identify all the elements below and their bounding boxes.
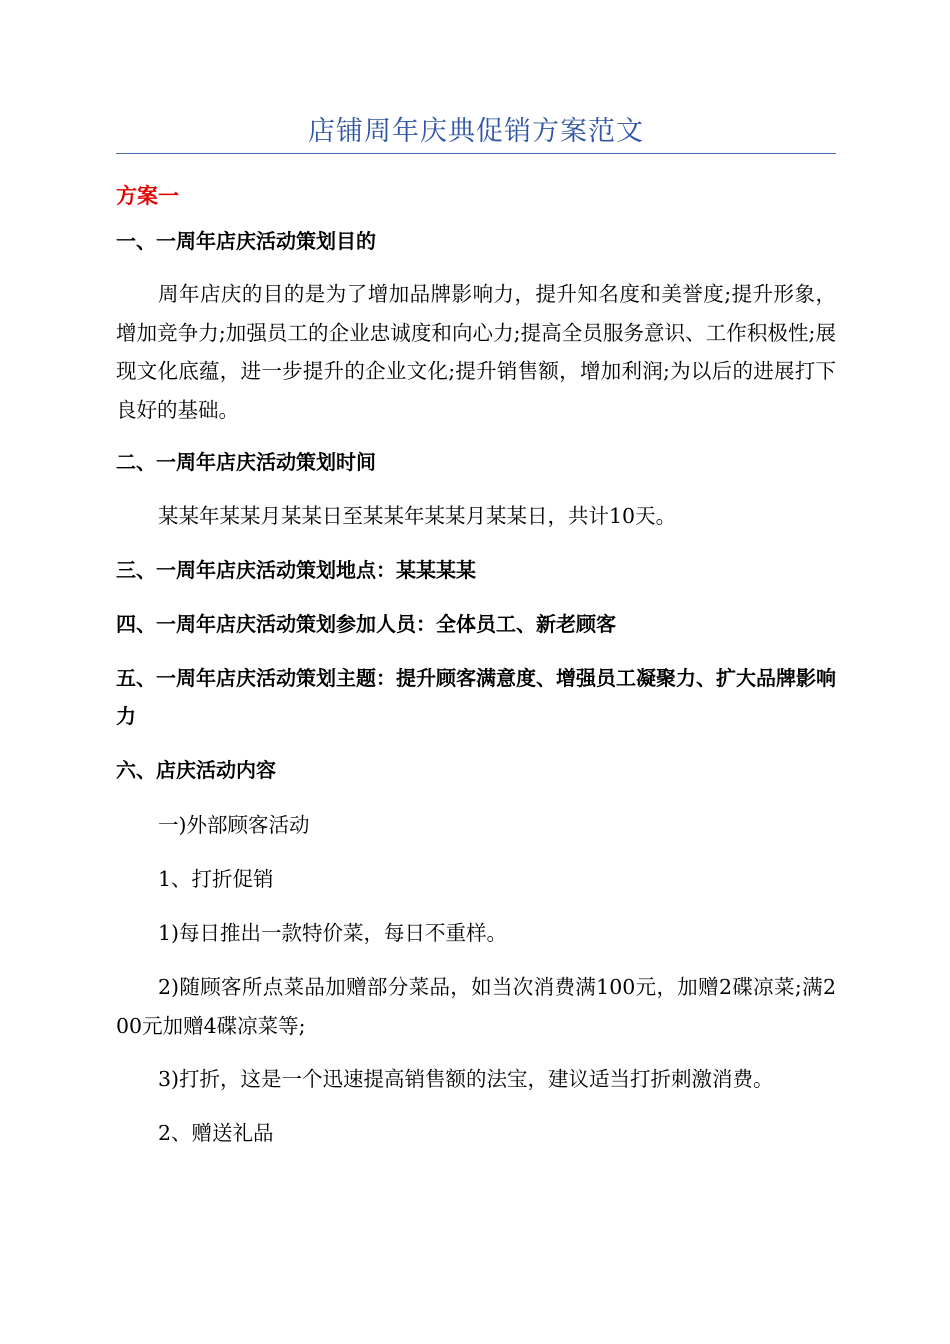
section-3-heading: 三、一周年店庆活动策划地点：某某某某 [116, 558, 476, 582]
title-underline [116, 153, 836, 154]
section-6-heading: 六、店庆活动内容 [116, 758, 276, 782]
section-2-body: 某某年某某月某某日至某某年某某月某某日，共计10天。 [158, 504, 677, 528]
section-1-body: 周年店庆的目的是为了增加品牌影响力，提升知名度和美誉度;提升形象，增加竞争力;加强员工的企业忠诚度和向心力;提高全员服务意识、工作积极性;展现文化底蕴，进一步提升的企业文化;提升销售额，增加利润;为以后的进展打下良好的基础。 [116, 282, 836, 422]
section-1-heading: 一、一周年店庆活动策划目的 [116, 229, 376, 253]
document-title: 店铺周年庆典促销方案范文 [308, 116, 644, 147]
section-2-heading: 二、一周年店庆活动策划时间 [116, 450, 376, 474]
item-gift-giving: 2、赠送礼品 [158, 1121, 274, 1145]
section-4-heading: 四、一周年店庆活动策划参加人员：全体员工、新老顾客 [116, 612, 616, 636]
subsection-external-activities: 一)外部顾客活动 [158, 813, 310, 837]
item-discount-point-1: 1)每日推出一款特价菜，每日不重样。 [158, 921, 508, 945]
plan-heading: 方案一 [116, 184, 179, 208]
section-5-heading: 五、一周年店庆活动策划主题：提升顾客满意度、增强员工凝聚力、扩大品牌影响力 [116, 666, 836, 728]
item-discount-point-2: 2)随顾客所点菜品加赠部分菜品，如当次消费满100元，加赠2碟凉菜;满200元加赠4碟凉菜等; [116, 975, 836, 1038]
item-discount-promotion: 1、打折促销 [158, 867, 274, 891]
item-discount-point-3: 3)打折，这是一个迅速提高销售额的法宝，建议适当打折刺激消费。 [158, 1067, 774, 1091]
